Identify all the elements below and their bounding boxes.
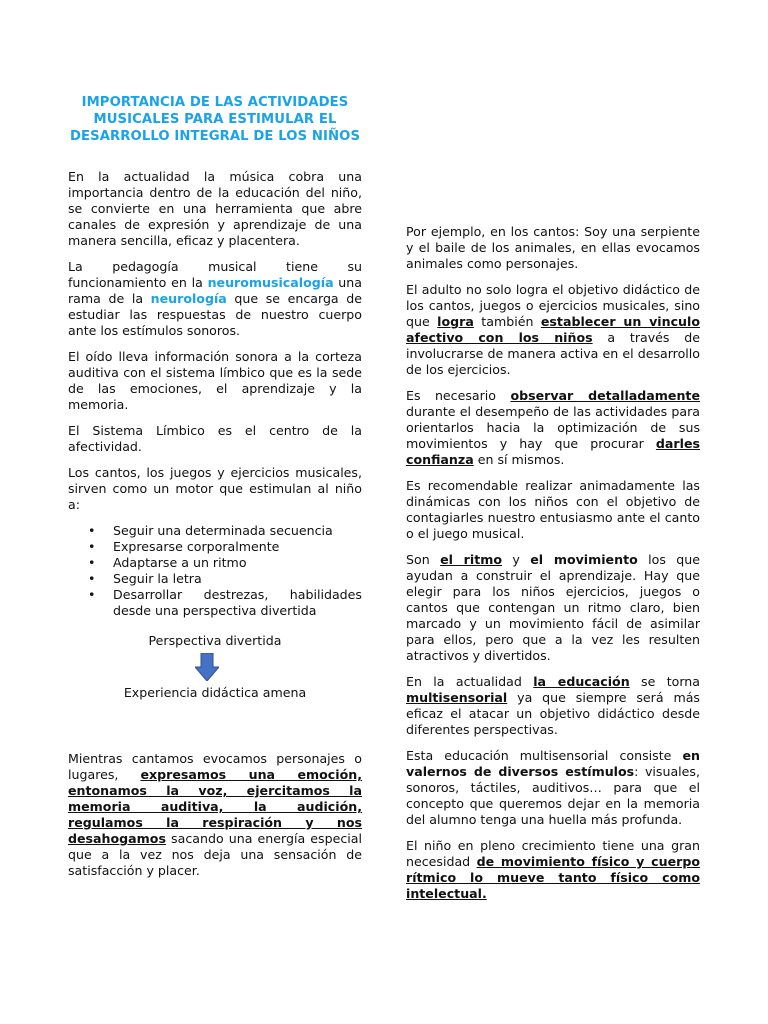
right-column — [406, 224, 700, 912]
emphasis-observar: observar detalladamente — [510, 388, 700, 403]
paragraph-observar — [406, 388, 700, 468]
flow-diagram — [68, 633, 362, 713]
emphasis-multisensorial: multisensorial — [406, 690, 508, 705]
text-segment: que se encarga de estudiar las respuestas de nuestro cuerpo ante los estímulos sonoros. — [68, 291, 362, 338]
text-segment: se torna — [629, 674, 700, 689]
text-segment: Es necesario — [406, 388, 511, 403]
paragraph-intro: En la actualidad la música cobra una importancia dentro de la educación del niño, se convierte en una herramienta que abre canales de expresión y aprendizaje de una manera sencilla, eficaz y placentera. — [68, 169, 362, 248]
emphasis-movimiento: el movimiento — [530, 552, 638, 567]
emphasis-logra: logra — [437, 314, 474, 329]
list-item: • Seguir una determinada secuencia — [113, 523, 362, 539]
emphasis-estimulos: en valernos de diversos estímulos — [406, 748, 700, 779]
emphasis-expresamos: expresamos una emoción, entonamos la voz, ejercitamos la memoria auditiva, la audición, regulamos la respiración y nos desahogamos — [68, 767, 362, 846]
paragraph-cantos: Los cantos, los juegos y ejercicios musicales, sirven como un motor que estimulan al niño a: — [68, 465, 362, 512]
text-segment: La pedagogía musical tiene su funcionamiento en la — [68, 259, 362, 290]
list-item: • Seguir la letra — [113, 571, 362, 587]
spacer — [68, 713, 362, 751]
down-arrow-icon — [195, 653, 219, 681]
paragraph-multisensorial — [406, 748, 700, 828]
text-segment: Esta educación multisensorial consiste — [406, 748, 683, 763]
paragraph-pedagogia — [68, 259, 362, 339]
paragraph-educacion — [406, 674, 700, 738]
paragraph-adulto — [406, 282, 700, 378]
list-item: • Desarrollar destrezas, habilidades desde una perspectiva divertida — [113, 587, 362, 619]
text-segment: en sí mismos. — [473, 452, 565, 467]
text-segment: a través de involucrarse de manera activa en el desarrollo de los ejercicios. — [406, 330, 700, 377]
emphasis-confianza: darles confianza — [406, 436, 700, 467]
document-title: IMPORTANCIA DE LAS ACTIVIDADES MUSICALES PARA ESTIMULAR EL DESARROLLO INTEGRAL DE LOS NIÑOS — [69, 95, 361, 144]
bullet-list — [68, 523, 362, 619]
diagram-bottom-label: Experiencia didáctica amena — [123, 685, 307, 700]
text-segment: En la actualidad — [406, 674, 534, 689]
text-segment: durante el desempeño de las actividades para orientarlos hacia la optimización de sus movimientos y hay que procurar — [406, 404, 700, 451]
paragraph-ejemplo: Por ejemplo, en los cantos: Soy una serpiente y el baile de los animales, en ellas evocamos animales como personajes. — [406, 224, 700, 271]
text-segment: ya que siempre será más eficaz el atacar un objetivo didáctico desde diferentes perspectivas. — [406, 690, 700, 737]
highlight-neuromusicalogia: neuromusicalogía — [207, 275, 334, 290]
list-item: • Expresarse corporalmente — [113, 539, 362, 555]
emphasis-movimiento-fisico: de movimiento físico y cuerpo rítmico lo mueve tanto físico como intelectual. — [406, 854, 700, 901]
paragraph-sistema-limbico: El Sistema Límbico es el centro de la afectividad. — [68, 423, 362, 454]
emphasis-vinculo: establecer un vinculo afectivo con los niños — [406, 314, 700, 345]
text-segment: una rama de la — [68, 275, 362, 306]
paragraph-recomendable: Es recomendable realizar animadamente las dinámicas con los niños con el objetivo de contagiarles nuestro entusiasmo ante el canto o el juego musical. — [406, 478, 700, 541]
text-segment: sacando una energía especial que a la vez nos deja una sensación de satisfacción y placer. — [68, 831, 362, 878]
text-segment: y — [502, 552, 531, 567]
paragraph-oido: El oído lleva información sonora a la corteza auditiva con el sistema límbico que es la sede de las emociones, el aprendizaje y la memoria. — [68, 349, 362, 412]
emphasis-educacion: la educación — [533, 674, 630, 689]
text-segment: los que ayudan a construir el aprendizaje. Hay que elegir para los niños ejercicios, juegos o cantos que contengan un ritmo claro, bien marcado y un movimiento fácil de asimilar para ellos, pero que a la vez les resulten atractivos y divertidos. — [406, 552, 700, 663]
left-column — [68, 94, 362, 889]
text-segment: : visuales, sonoros, táctiles, auditivos… para que el concepto que queremos dejar en la memoria del alumno tenga una huella más profunda. — [406, 764, 700, 827]
text-segment: también — [473, 314, 541, 329]
text-segment: El adulto no solo logra el objetivo didáctico de los cantos, juegos o ejercicios musicales, sino que — [406, 282, 700, 329]
emphasis-ritmo: el ritmo — [440, 552, 502, 567]
paragraph-mientras-cantamos — [68, 751, 362, 879]
paragraph-crecimiento — [406, 838, 700, 902]
text-segment: Mientras cantamos evocamos personajes o lugares, — [68, 751, 362, 782]
list-item: • Adaptarse a un ritmo — [113, 555, 362, 571]
diagram-top-label: Perspectiva divertida — [148, 633, 282, 648]
text-segment: Son — [406, 552, 441, 567]
text-segment: El niño en pleno crecimiento tiene una gran necesidad — [406, 838, 700, 869]
paragraph-ritmo — [406, 552, 700, 664]
highlight-neurologia: neurología — [150, 291, 227, 306]
